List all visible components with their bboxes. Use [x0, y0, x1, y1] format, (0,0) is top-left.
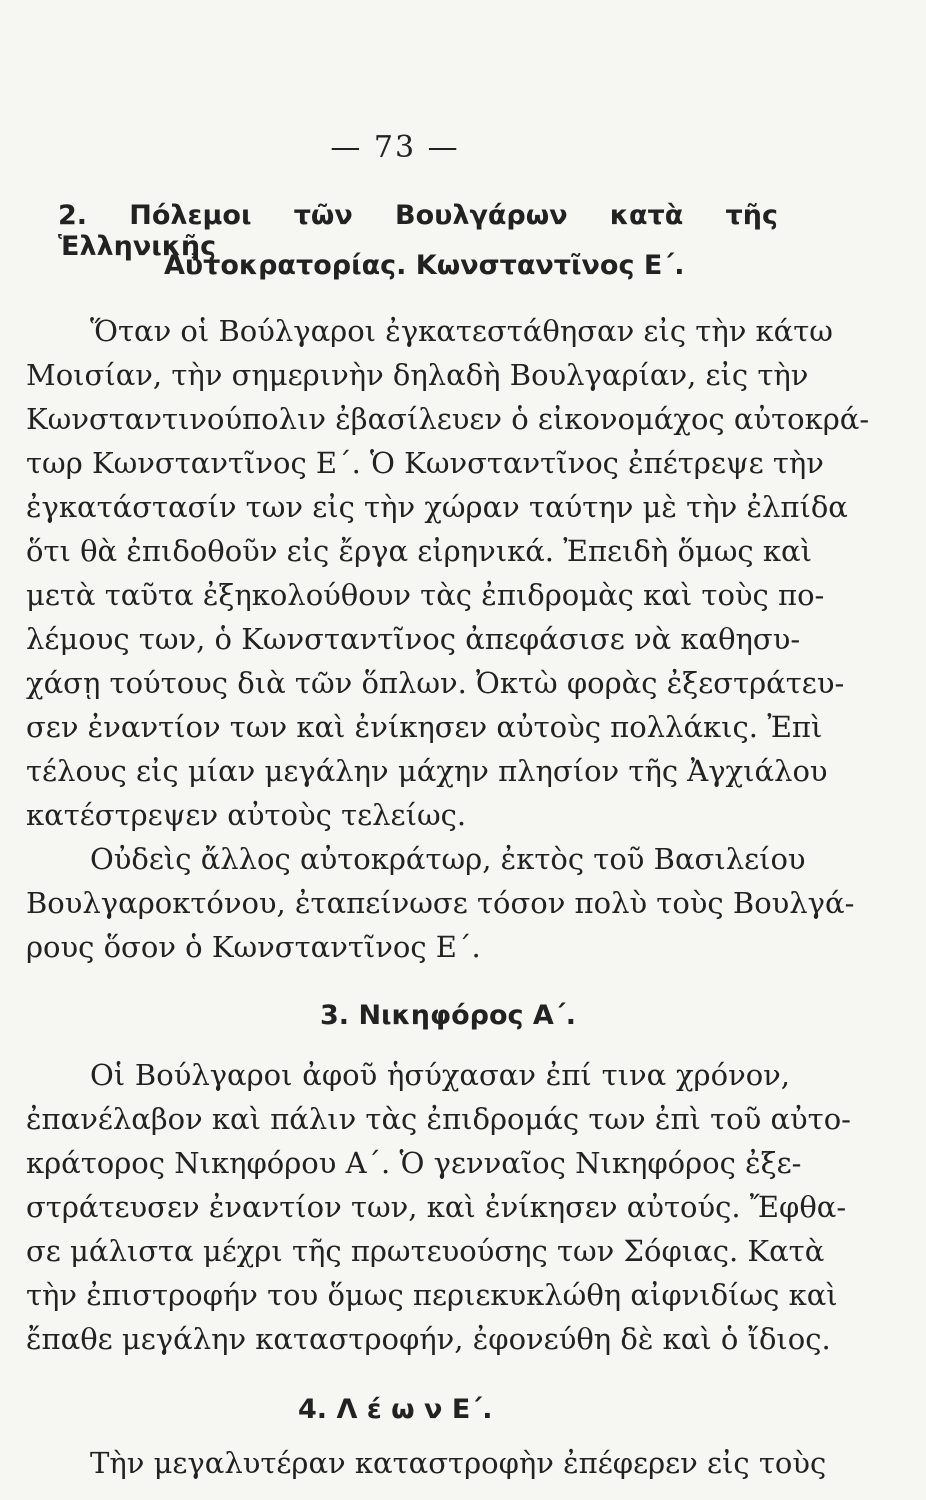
paragraph-1-line: λέμους των, ὁ Κωνσταντῖνος ἀπεφάσισε νὰ καθησυ- — [26, 622, 801, 656]
paragraph-3-line: τὴν ἐπιστροφήν του ὅμως περιεκυκλώθη αἰφνιδίως καὶ — [26, 1278, 838, 1312]
paragraph-1-line: χάσῃ τούτους διὰ τῶν ὅπλων. Ὀκτὼ φορὰς ἐξεστράτευ- — [26, 666, 845, 700]
section-2-heading-line-2: Αὐτοκρατορίας. Κωνσταντῖνος Ε΄. — [164, 250, 685, 281]
paragraph-1-line: Ὅταν οἱ Βούλγαροι ἐγκατεστάθησαν εἰς τὴν κάτω — [90, 314, 833, 348]
paragraph-1-line: ὅτι θὰ ἐπιδοθοῦν εἰς ἔργα εἰρηνικά. Ἐπειδὴ ὅμως καὶ — [26, 534, 812, 568]
paragraph-1-line: μετὰ ταῦτα ἐξηκολούθουν τὰς ἐπιδρομὰς καὶ τοὺς πο- — [26, 578, 825, 612]
paragraph-3-line: στράτευσεν ἐναντίον των, καὶ ἐνίκησεν αὐτούς. Ἔφθα- — [26, 1190, 847, 1224]
paragraph-1-line: ἐγκατάστασίν των εἰς τὴν χώραν ταύτην μὲ τὴν ἐλπίδα — [26, 490, 848, 524]
paragraph-1-line: τέλους εἰς μίαν μεγάλην μάχην πλησίον τῆς Ἀγχιάλου — [26, 754, 828, 788]
section-2-heading-line-1: 2. Πόλεμοι τῶν Βουλγάρων κατὰ τῆς Ἑλληνικῆς — [58, 200, 778, 262]
paragraph-3-line: Οἱ Βούλγαροι ἀφοῦ ἡσύχασαν ἐπί τινα χρόνον, — [90, 1058, 790, 1092]
paragraph-1-line: Μοισίαν, τὴν σημερινὴν δηλαδὴ Βουλγαρίαν, εἰς τὴν — [26, 358, 809, 392]
page-number: — 73 — — [330, 130, 460, 165]
paragraph-1-line: κατέστρεψεν αὐτοὺς τελείως. — [26, 798, 467, 832]
paragraph-1-line: τωρ Κωνσταντῖνος Ε΄. Ὁ Κωνσταντῖνος ἐπέτρεψε τὴν — [26, 446, 824, 480]
section-3-heading: 3. Νικηφόρος Α΄. — [320, 1000, 576, 1031]
paragraph-2-line: Βουλγαροκτόνου, ἐταπείνωσε τόσον πολὺ τοὺς Βουλγά- — [26, 886, 855, 920]
paragraph-3-line: ἔπαθε μεγάλην καταστροφήν, ἐφονεύθη δὲ καὶ ὁ ἴδιος. — [26, 1322, 831, 1356]
paragraph-1-line: σεν ἐναντίον των καὶ ἐνίκησεν αὐτοὺς πολλάκις. Ἐπὶ — [26, 710, 823, 744]
paragraph-3-line: κράτορος Νικηφόρου Α΄. Ὁ γενναῖος Νικηφόρος ἐξε- — [26, 1146, 802, 1180]
section-4-heading: 4. Λ έ ω ν Ε΄. — [298, 1394, 493, 1425]
paragraph-2-line: Οὐδεὶς ἄλλος αὐτοκράτωρ, ἐκτὸς τοῦ Βασιλείου — [90, 842, 806, 876]
paragraph-3-line: ἐπανέλαβον καὶ πάλιν τὰς ἐπιδρομάς των ἐπὶ τοῦ αὐτο- — [26, 1102, 851, 1136]
paragraph-1-line: Κωνσταντινούπολιν ἐβασίλευεν ὁ εἰκονομάχος αὐτοκρά- — [26, 402, 870, 436]
paragraph-2-line: ρους ὅσον ὁ Κωνσταντῖνος Ε΄. — [26, 930, 481, 964]
paragraph-3-line: σε μάλιστα μέχρι τῆς πρωτευούσης των Σόφιας. Κατὰ — [26, 1234, 825, 1268]
paragraph-4-line: Τὴν μεγαλυτέραν καταστροφὴν ἐπέφερεν εἰς τοὺς — [90, 1446, 827, 1480]
